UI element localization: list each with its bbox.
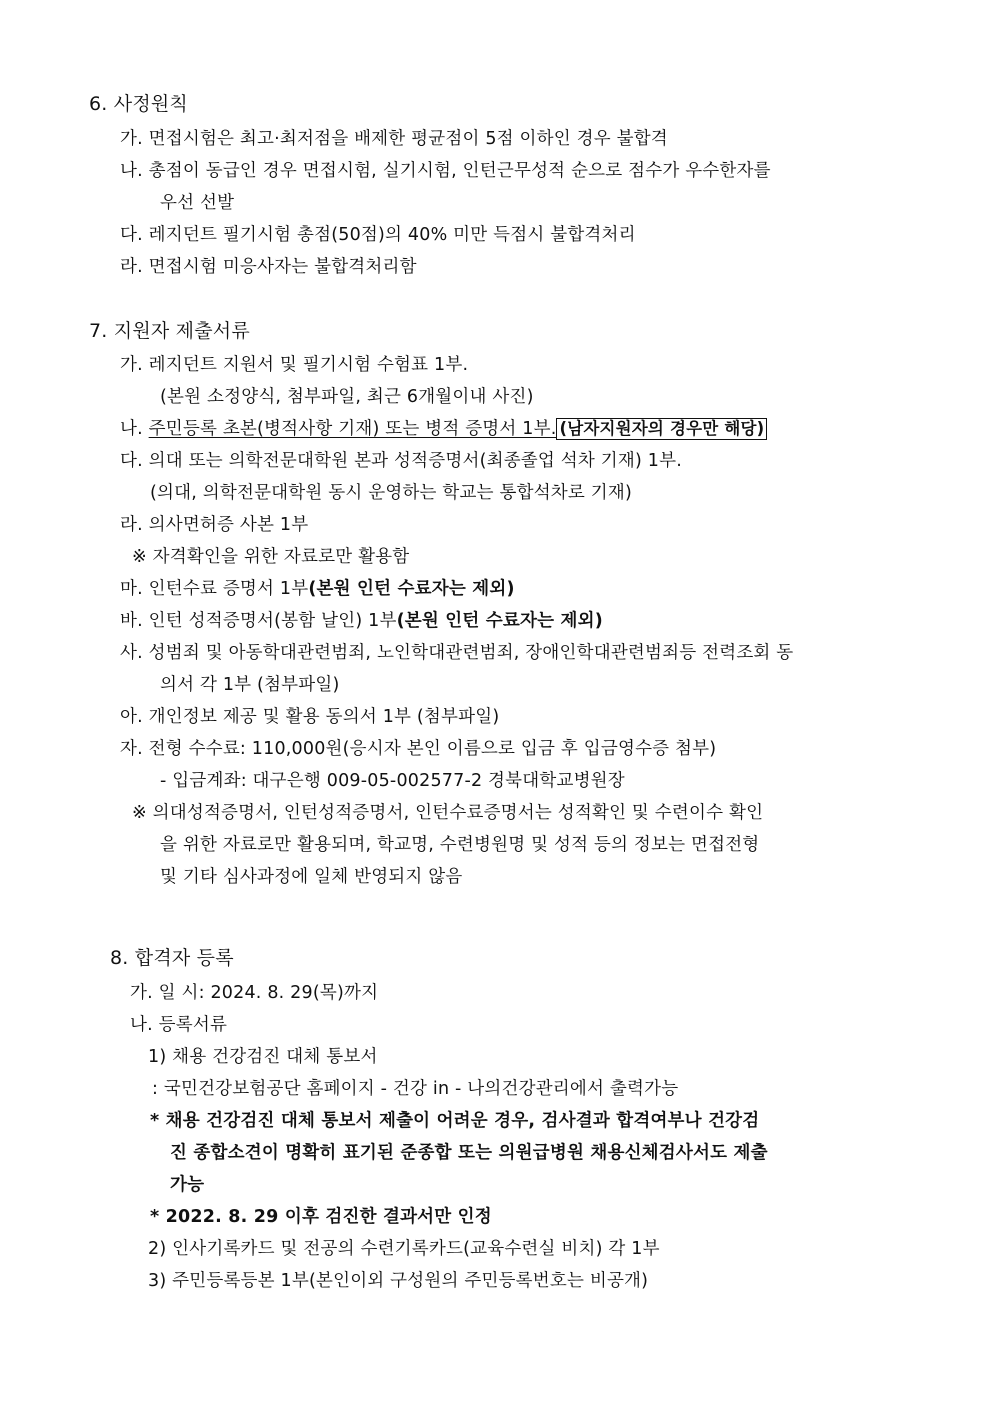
s8-item-ga-date: 가. 일 시: 2024. 8. 29(목)까지	[130, 983, 379, 1003]
s8-doc-3: 3) 주민등록등본 1부(본인이외 구성원의 주민등록번호는 비공개)	[148, 1271, 649, 1291]
s8-item-na: 나. 등록서류	[130, 1015, 228, 1035]
section-7-title: 7. 지원자 제출서류	[89, 320, 250, 342]
s7-item-ba	[120, 609, 603, 633]
s7-item-ga-line1: 가. 레지던트 지원서 및 필기시험 수험표 1부.	[120, 355, 469, 375]
section-6-title: 6. 사정원칙	[89, 93, 188, 115]
s6-item-na-line2: 우선 선발	[160, 193, 235, 213]
s7-item-ma-text: 마. 인턴수료 증명서 1부	[120, 579, 309, 599]
s7-item-na-boxed-note: (남자지원자의 경우만 해당)	[556, 418, 767, 440]
s8-star-note-1-line2: 진 종합소견이 명확히 표기된 준종합 또는 의원급병원 채용신체검사서도 제출	[170, 1143, 768, 1163]
s8-doc-1: 1) 채용 건강검진 대체 통보서	[148, 1047, 378, 1067]
s6-item-da: 다. 레지던트 필기시험 총점(50점)의 40% 미만 득점시 불합격처리	[120, 225, 636, 245]
s7-item-na	[120, 417, 767, 441]
s7-item-ja-line1: 자. 전형 수수료: 110,000원(응시자 본인 이름으로 입금 후 입금영수증 첨부)	[120, 739, 717, 759]
s7-item-ra-note: ※ 자격확인을 위한 자료로만 활용함	[132, 547, 410, 567]
s7-item-a: 아. 개인정보 제공 및 활용 동의서 1부 (첨부파일)	[120, 707, 500, 727]
s7-item-sa-line2: 의서 각 1부 (첨부파일)	[160, 675, 340, 695]
s7-item-ma	[120, 577, 515, 601]
s7-item-sa-line1: 사. 성범죄 및 아동학대관련범죄, 노인학대관련범죄, 장애인학대관련범죄등 전력조회 동	[120, 643, 794, 663]
s7-item-ba-bold: (본원 인턴 수료자는 제외)	[396, 611, 603, 631]
s8-star-note-1-line1: * 채용 건강검진 대체 통보서 제출이 어려운 경우, 검사결과 합격여부나 건강검	[150, 1111, 760, 1131]
s6-item-ga: 가. 면접시험은 최고·최저점을 배제한 평균점이 5점 이하인 경우 불합격	[120, 129, 668, 149]
s7-item-da-line2: (의대, 의학전문대학원 동시 운영하는 학교는 통합석차로 기재)	[150, 483, 633, 503]
s7-note-line2: 을 위한 자료로만 활용되며, 학교명, 수련병원명 및 성적 등의 정보는 면접전형	[160, 835, 760, 855]
s8-star-note-2: * 2022. 8. 29 이후 검진한 결과서만 인정	[150, 1207, 492, 1227]
s7-item-ja-account: - 입금계좌: 대구은행 009-05-002577-2 경북대학교병원장	[160, 771, 625, 791]
s7-note-line3: 및 기타 심사과정에 일체 반영되지 않음	[160, 867, 463, 887]
s8-doc-2: 2) 인사기록카드 및 전공의 수련기록카드(교육수련실 비치) 각 1부	[148, 1239, 660, 1259]
section-8-title: 8. 합격자 등록	[110, 947, 234, 969]
s7-item-ba-text: 바. 인턴 성적증명서(봉함 날인) 1부	[120, 611, 397, 631]
s7-item-na-underlined: 주민등록 초본(병적사항 기재) 또는 병적 증명서 1부.	[148, 419, 557, 439]
s6-item-na-line1: 나. 총점이 동급인 경우 면접시험, 실기시험, 인턴근무성적 순으로 점수가 우수한자를	[120, 161, 771, 181]
s7-item-ma-bold: (본원 인턴 수료자는 제외)	[308, 579, 515, 599]
s8-star-note-1-line3: 가능	[170, 1175, 205, 1195]
s7-note-line1: ※ 의대성적증명서, 인턴성적증명서, 인턴수료증명서는 성적확인 및 수련이수 확인	[132, 803, 764, 823]
s6-item-ra: 라. 면접시험 미응사자는 불합격처리함	[120, 257, 417, 277]
s7-item-da-line1: 다. 의대 또는 의학전문대학원 본과 성적증명서(최종졸업 석차 기재) 1부.	[120, 451, 682, 471]
s7-item-na-prefix: 나.	[120, 419, 149, 439]
s8-doc-1-source: : 국민건강보험공단 홈페이지 - 건강 in - 나의건강관리에서 출력가능	[152, 1079, 679, 1099]
s7-item-ga-line2: (본원 소정양식, 첨부파일, 최근 6개월이내 사진)	[160, 387, 534, 407]
s7-item-ra: 라. 의사면허증 사본 1부	[120, 515, 309, 535]
